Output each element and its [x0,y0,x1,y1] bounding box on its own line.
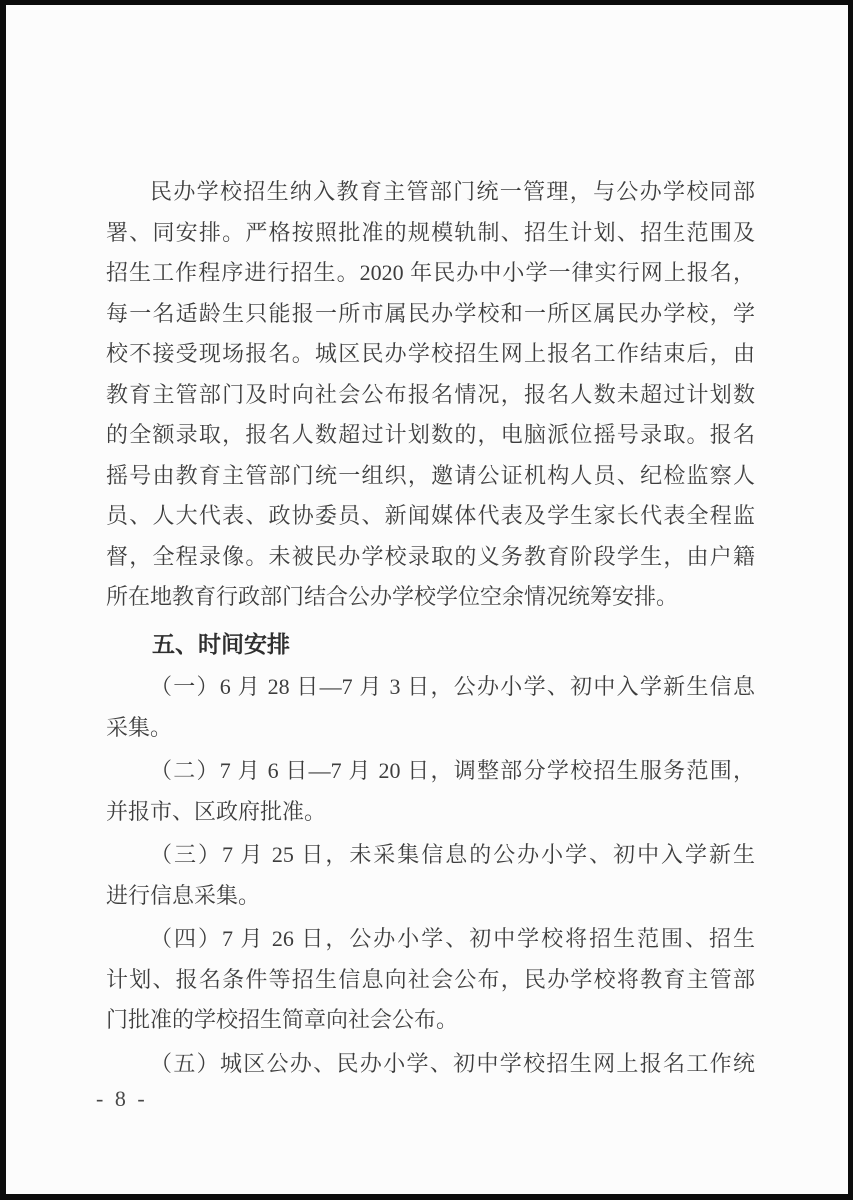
text-line: 门批准的学校招生简章向社会公布。 [106,1007,459,1032]
text-line: 的全额录取，报名人数超过计划数的，电脑派位摇号录取。报名 [106,422,755,447]
text-line: 校不接受现场报名。城区民办学校招生网上报名工作结束后，由 [106,341,755,366]
section-heading: 五、时间安排 [152,630,290,657]
text-line: 署、同安排。严格按照批准的规模轨制、招生计划、招生范围及 [106,219,755,245]
page-number: - 8 - [96,1086,148,1111]
text-line: 每一名适龄生只能报一所市属民办学校和一所区属民办学校，学 [106,300,755,326]
schedule-item-2 [106,751,755,832]
document-page [6,5,848,1194]
text-line: 摇号由教育主管部门统一组织，邀请公证机构人员、纪检监察人 [106,462,755,488]
schedule-item-5 [106,1044,755,1085]
text-line: 并报市、区政府批准。 [106,798,327,824]
text-line: 招生工作程序进行招生。2020 年民办中小学一律实行网上报名， [106,260,755,285]
text-line: 民办学校招生纳入教育主管部门统一管理，与公办学校同部 [150,179,755,204]
text-line: （五）城区公办、民办小学、初中学校招生网上报名工作统 [150,1050,755,1076]
text-line: （一）6 月 28 日—7 月 3 日，公办小学、初中入学新生信息 [150,674,755,699]
text-line: （三）7 月 25 日，未采集信息的公办小学、初中入学新生 [150,842,755,867]
text-line: 教育主管部门及时向社会公布报名情况，报名人数未超过计划数 [106,381,755,407]
schedule-item-3 [106,835,755,916]
text-line: 进行信息采集。 [106,882,261,908]
schedule-item-4 [106,919,755,1041]
text-line: （二）7 月 6 日—7 月 20 日，调整部分学校招生服务范围， [150,758,755,783]
text-line: （四）7 月 26 日，公办小学、初中学校将招生范围、招生 [150,926,755,951]
text-line: 员、人大代表、政协委员、新闻媒体代表及学生家长代表全程监 [106,503,755,528]
text-line: 所在地教育行政部门结合公办学校学位空余情况统筹安排。 [106,584,679,609]
text-line: 采集。 [106,714,173,740]
text-line: 督，全程录像。未被民办学校录取的义务教育阶段学生，由户籍 [106,543,755,569]
intro-paragraph [106,172,755,618]
text-line: 计划、报名条件等招生信息向社会公布，民办学校将教育主管部 [106,966,755,992]
schedule-item-1 [106,667,755,748]
